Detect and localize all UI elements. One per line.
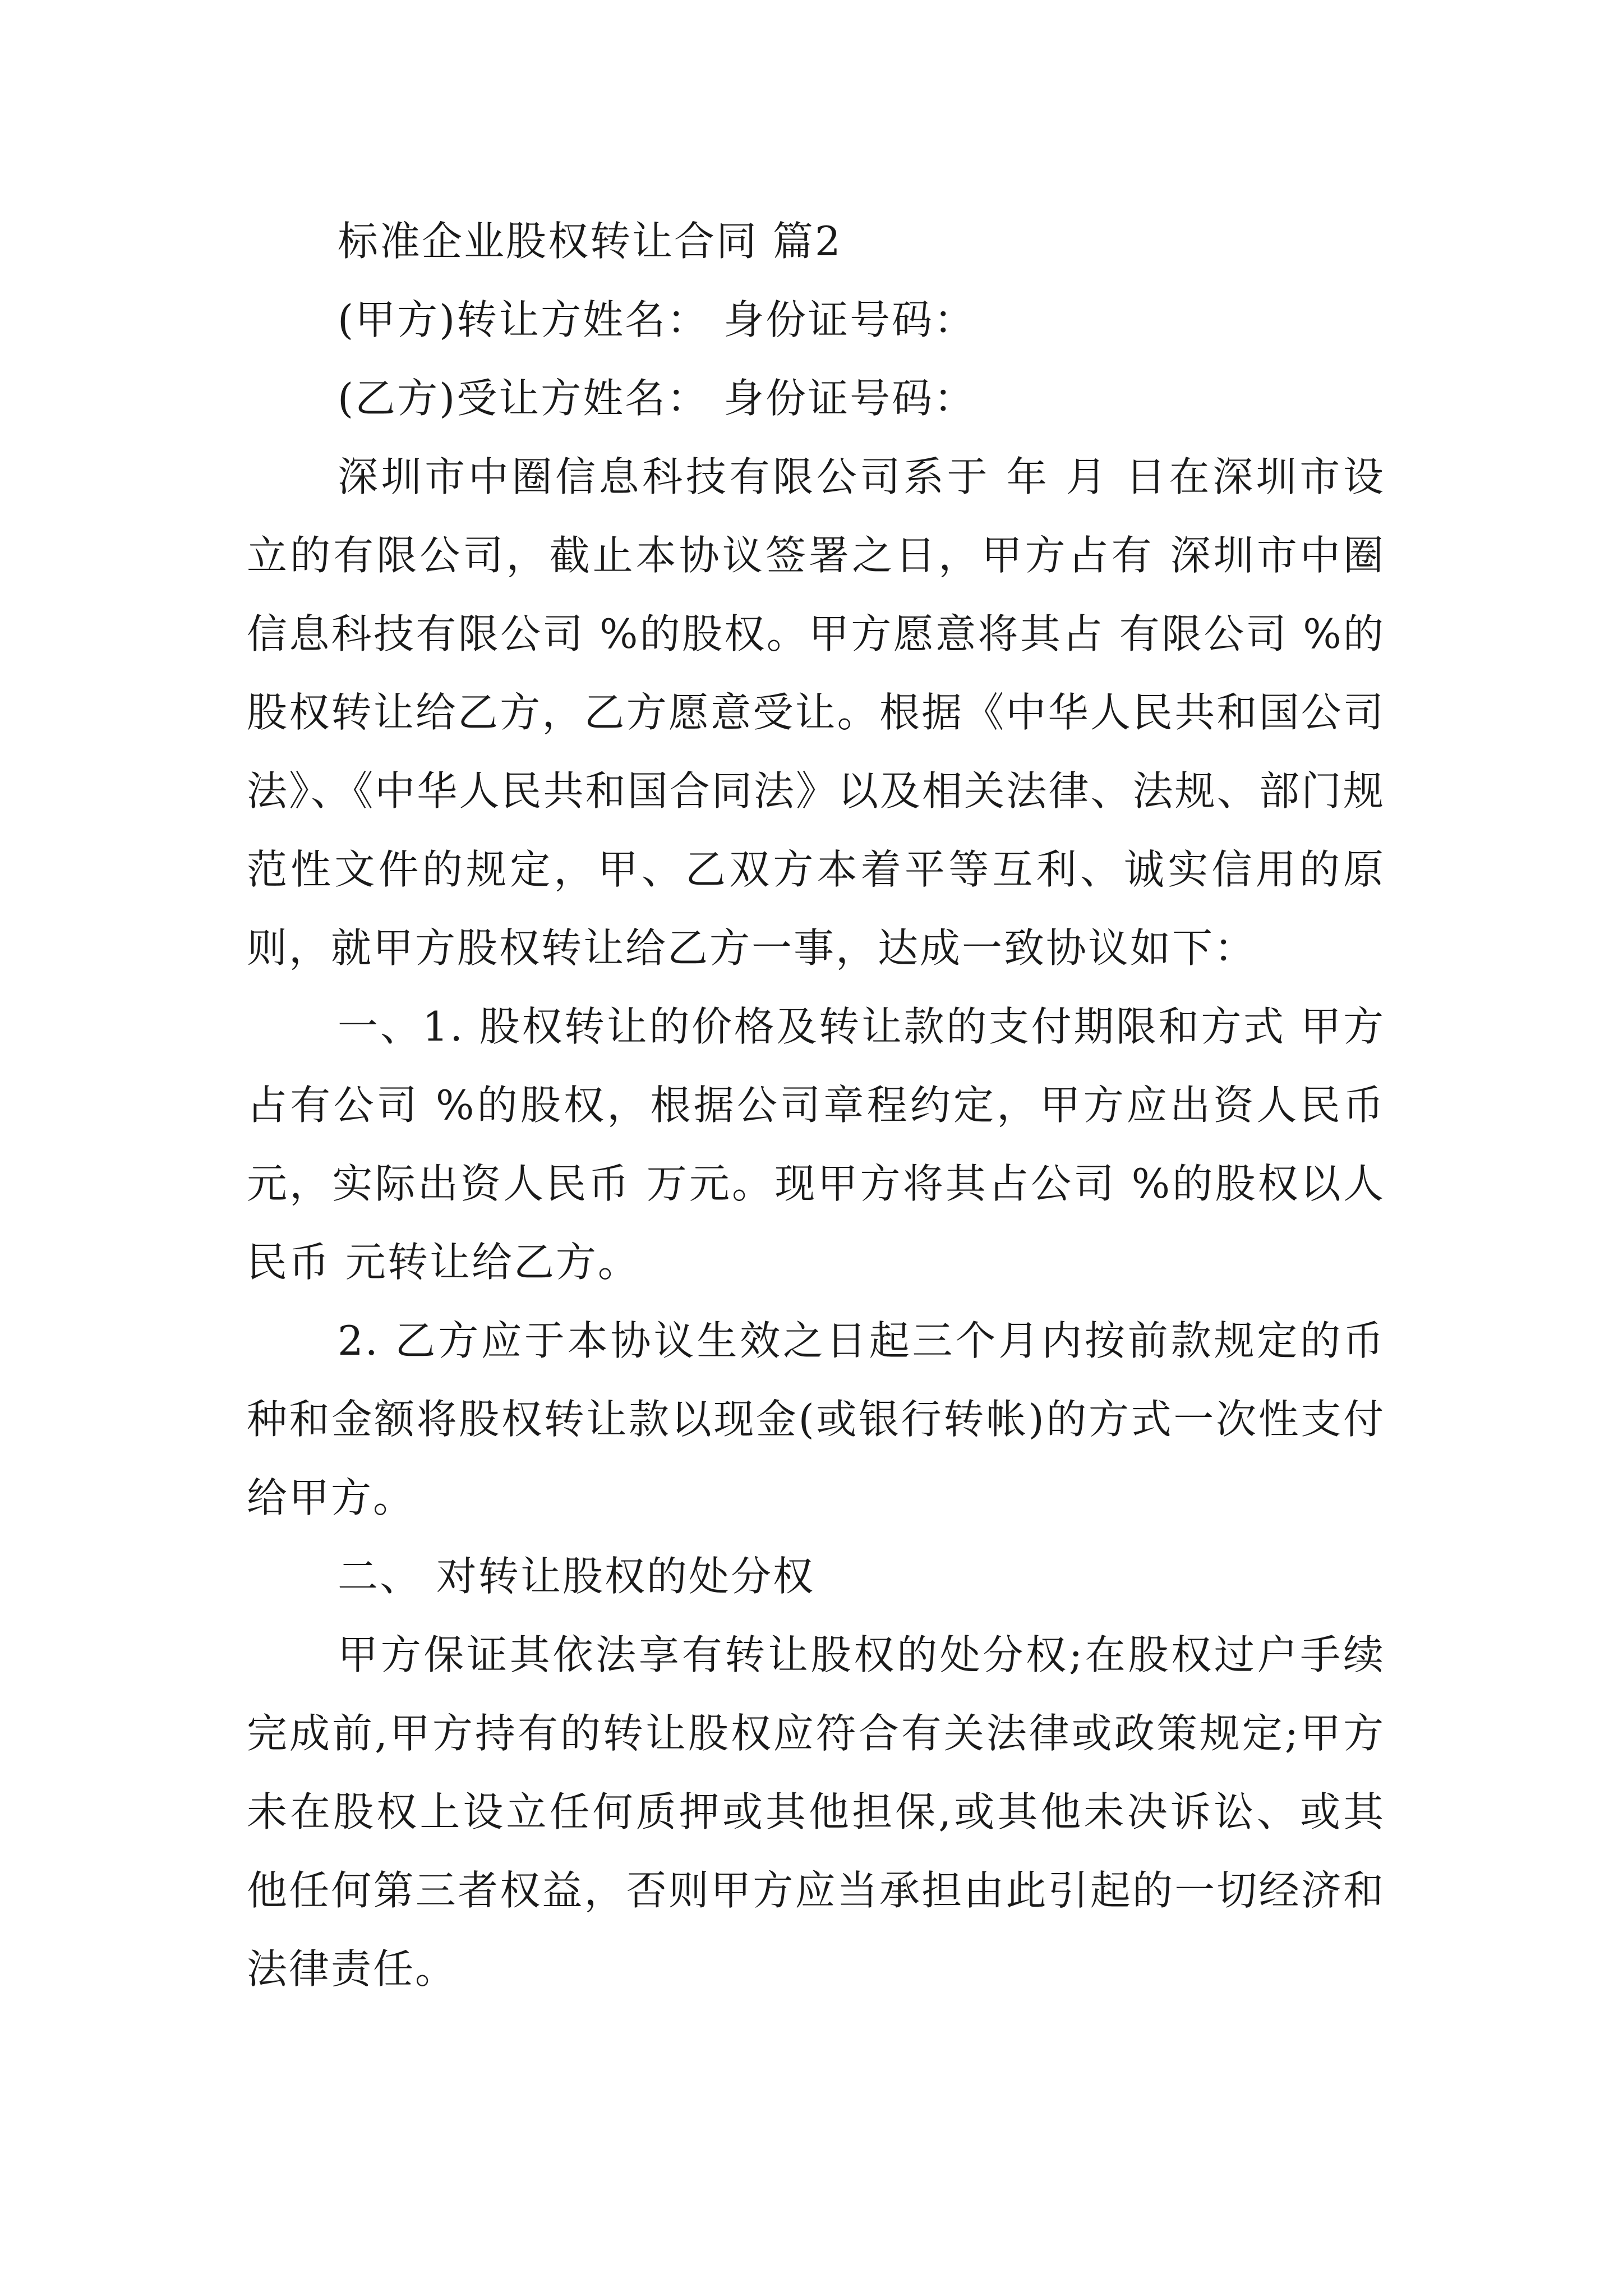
document-title: 标准企业股权转让合同 篇2 [338, 218, 842, 265]
clause-1-1-paragraph: 一、1. 股权转让的价格及转让款的支付期限和方式 甲方占有公司 %的股权，根据公司章程约定，甲方应出资人民币 元，实际出资人民币 万元。现甲方将其占公司 %的股权以人民币 元转让给乙方。 [247, 1003, 1385, 1286]
preamble-paragraph: 深圳市中圈信息科技有限公司系于 年 月 日在深圳市设立的有限公司，截止本协议签署之日，甲方占有 深圳市中圈信息科技有限公司 %的股权。甲方愿意将其占 有限公司 %的股权转让给乙方，乙方愿意受让。根据《中华人民共和国公司法》、《中华人民共和国合同法》以及相关法律、法规、部门规范性文件的规定，甲、乙双方本着平等互利、诚实信用的原则，就甲方股权转让给乙方一事，达成一致协议如下： [247, 453, 1385, 972]
clause-1-2-paragraph: 2. 乙方应于本协议生效之日起三个月内按前款规定的币种和金额将股权转让款以现金(或银行转帐)的方式一次性支付给甲方。 [247, 1317, 1385, 1521]
section-2-heading: 二、 对转让股权的处分权 [338, 1553, 815, 1600]
section-2-paragraph: 甲方保证其依法享有转让股权的处分权;在股权过户手续完成前,甲方持有的转让股权应符合有关法律或政策规定;甲方未在股权上设立任何质押或其他担保,或其他未决诉讼、或其他任何第三者权益，否则甲方应当承担由此引起的一切经济和法律责任。 [247, 1631, 1385, 1993]
party-b-line: (乙方)受让方姓名： 身份证号码： [338, 375, 976, 422]
party-a-line: (甲方)转让方姓名： 身份证号码： [338, 296, 976, 343]
document-body [247, 202, 1385, 2008]
